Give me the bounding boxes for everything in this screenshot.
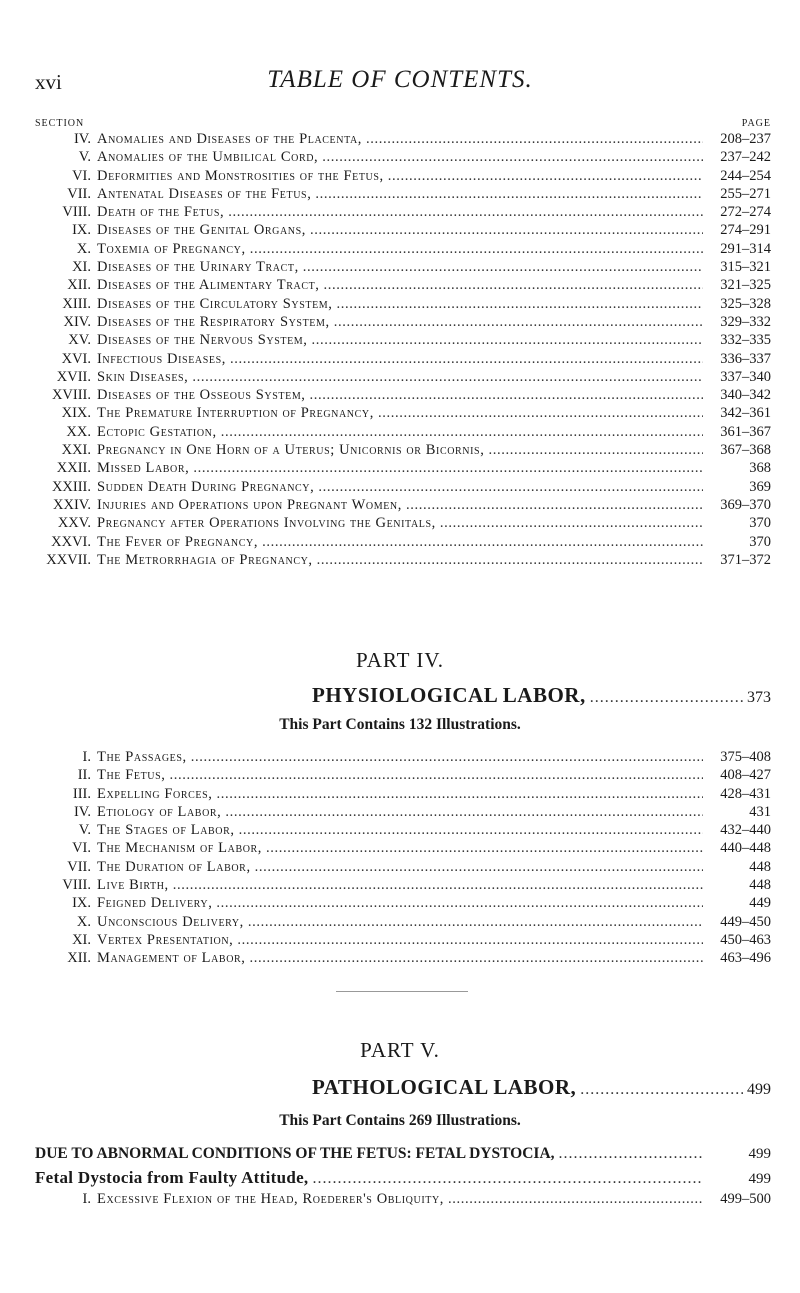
toc-entry: [25, 859, 771, 877]
section-number: XXI.: [61, 442, 91, 459]
toc-entry: [25, 149, 771, 167]
section-title: Antenatal Diseases of the Fetus,: [97, 185, 312, 202]
toc-entry: [25, 168, 771, 186]
part5-title: PATHOLOGICAL LABOR,: [312, 1075, 577, 1099]
running-title: TABLE OF CONTENTS.: [267, 66, 533, 93]
section-pages: 361–367: [720, 423, 771, 440]
section-title: Feigned Delivery,: [97, 895, 213, 912]
page-column-label: PAGE: [741, 118, 771, 129]
section-pages: 371–372: [720, 551, 771, 568]
section-pages: 255–271: [720, 185, 771, 202]
section-pages: 321–325: [720, 277, 771, 294]
section-pages: 369: [749, 478, 771, 495]
leader-dots: [192, 369, 703, 386]
leader-dots: [248, 914, 703, 931]
leader-dots: [255, 859, 703, 876]
section-title: The Metrorrhagia of Pregnancy,: [97, 551, 313, 568]
section-pages: 431: [749, 803, 771, 820]
section-divider: [336, 991, 468, 992]
section-title: Diseases of the Alimentary Tract,: [97, 277, 320, 294]
part5-page: 499: [747, 1081, 771, 1098]
section-pages: 342–361: [720, 405, 771, 422]
section-pages: 448: [749, 858, 771, 875]
section-pages: 370: [749, 533, 771, 550]
part4-page: 373: [747, 689, 771, 706]
leader-dots: [250, 241, 703, 258]
section-pages: 336–337: [720, 350, 771, 367]
part4-title: PHYSIOLOGICAL LABOR,: [312, 683, 586, 707]
section-title: Excessive Flexion of the Head, Roederer's Obliquity,: [97, 1191, 444, 1207]
toc-entry: [25, 259, 771, 277]
section-title: Live Birth,: [97, 877, 169, 894]
section-pages: 340–342: [720, 387, 771, 404]
section-column-label: SECTION: [35, 118, 85, 129]
section-pages: 329–332: [720, 313, 771, 330]
section-pages: 369–370: [720, 496, 771, 513]
section-title: Infectious Diseases,: [97, 350, 227, 367]
toc-entry: [25, 442, 771, 460]
section-title: The Stages of Labor,: [97, 822, 235, 839]
leader-dots: [237, 932, 703, 949]
leader-dots: [324, 277, 703, 294]
toc-entry: [25, 241, 771, 259]
section-title: Death of the Fetus,: [97, 204, 225, 221]
section-number: VIII.: [62, 877, 91, 894]
leader-dots: [225, 804, 703, 821]
leader-dots: [217, 786, 704, 803]
section-pages: 375–408: [720, 749, 771, 765]
section-title: Diseases of the Nervous System,: [97, 332, 308, 349]
toc-entry: [25, 804, 771, 822]
leader-dots: [303, 259, 703, 276]
toc-entry: [25, 932, 771, 950]
toc-entry: [25, 497, 771, 515]
section-number: XVIII.: [51, 387, 91, 404]
part4-section-list: [25, 749, 771, 969]
toc-entry: [25, 895, 771, 913]
toc-entry: [25, 1191, 771, 1209]
part5-label: PART V.: [360, 1038, 440, 1062]
part5-subheading: DUE TO ABNORMAL CONDITIONS OF THE FETUS: FETAL DYSTOCIA,: [35, 1145, 555, 1162]
toc-entry: [25, 314, 771, 332]
section-pages: 274–291: [720, 222, 771, 239]
section-title: Vertex Presentation,: [97, 931, 234, 948]
section-number: III.: [72, 785, 91, 802]
leader-dots: [406, 497, 703, 514]
leader-dots: [559, 1145, 703, 1163]
toc-entry: [25, 914, 771, 932]
section-title: Pregnancy in One Horn of a Uterus; Unicornis or Bicornis,: [97, 442, 485, 459]
section-pages: 449–450: [720, 913, 771, 930]
part4-heading: [312, 683, 771, 708]
leader-dots: [239, 822, 703, 839]
section-number: VII.: [67, 185, 91, 202]
toc-entry: [25, 351, 771, 369]
toc-entry: [25, 332, 771, 350]
section-number: XXII.: [56, 460, 91, 477]
section-title: Sudden Death During Pregnancy,: [97, 478, 315, 495]
section-number: V.: [78, 822, 91, 839]
section-title: Unconscious Delivery,: [97, 913, 244, 930]
section-pages: 428–431: [720, 785, 771, 802]
section-pages: 325–328: [720, 295, 771, 312]
section-title: Anomalies and Diseases of the Placenta,: [97, 131, 363, 147]
leader-dots: [488, 442, 703, 459]
toc-entry: [25, 424, 771, 442]
part5-chapter-row: [35, 1168, 771, 1188]
section-number: I.: [82, 749, 91, 765]
leader-dots: [337, 296, 703, 313]
section-title: Diseases of the Genital Organs,: [97, 222, 307, 239]
section-number: XI.: [72, 931, 91, 948]
section-number: VI.: [72, 840, 91, 857]
leader-dots: [310, 387, 703, 404]
leader-dots: [315, 186, 703, 203]
section-pages: 291–314: [720, 240, 771, 257]
leader-dots: [312, 332, 703, 349]
section-pages: 499–500: [720, 1191, 771, 1207]
section-title: Expelling Forces,: [97, 785, 213, 802]
leader-dots: [388, 168, 703, 185]
section-number: XII.: [67, 277, 91, 294]
section-number: IX.: [72, 895, 91, 912]
section-title: Deformities and Monstrosities of the Fetus,: [97, 167, 384, 184]
leader-dots: [250, 950, 703, 967]
toc-entry: [25, 387, 771, 405]
toc-entry: [25, 749, 771, 767]
leader-dots: [262, 534, 703, 551]
part4-label: PART IV.: [355, 648, 445, 672]
leader-dots: [170, 767, 703, 784]
section-number: XIII.: [62, 295, 91, 312]
leader-dots: [221, 424, 703, 441]
leader-dots: [448, 1191, 703, 1208]
section-pages: 408–427: [720, 767, 771, 784]
section-pages: 237–242: [720, 149, 771, 166]
section-title: The Fetus,: [97, 767, 166, 784]
section-title: Pregnancy after Operations Involving the Genitals,: [97, 515, 436, 532]
leader-dots: [317, 552, 703, 569]
section-number: XXIV.: [53, 496, 91, 513]
leader-dots: [310, 222, 703, 239]
section-title: Etiology of Labor,: [97, 803, 222, 820]
leader-dots: [322, 149, 703, 166]
section-title: The Fever of Pregnancy,: [97, 533, 259, 550]
toc-entry: [25, 222, 771, 240]
section-number: XIV.: [63, 313, 91, 330]
section-number: XI.: [72, 259, 91, 276]
section-title: The Mechanism of Labor,: [97, 840, 263, 857]
section-number: VIII.: [62, 204, 91, 221]
leader-dots: [366, 131, 703, 148]
section-number: I.: [82, 1191, 91, 1207]
leader-dots: [590, 689, 743, 707]
section-pages: 370: [749, 515, 771, 532]
section-pages: 272–274: [720, 204, 771, 221]
section-pages: 332–335: [720, 332, 771, 349]
section-title: Toxemia of Pregnancy,: [97, 240, 246, 257]
toc-entry: [25, 786, 771, 804]
leader-dots: [193, 460, 703, 477]
toc-entry: [25, 822, 771, 840]
leader-dots: [173, 877, 703, 894]
toc-entry: [25, 460, 771, 478]
section-number: XXIII.: [51, 478, 91, 495]
section-title: Injuries and Operations upon Pregnant Women,: [97, 496, 402, 513]
section-pages: 337–340: [720, 368, 771, 385]
toc-entry: [25, 950, 771, 968]
leader-dots: [580, 1081, 743, 1099]
section-number: VII.: [67, 858, 91, 875]
leader-dots: [334, 314, 703, 331]
section-pages: 244–254: [720, 167, 771, 184]
leader-dots: [266, 840, 703, 857]
section-number: IV.: [73, 131, 91, 147]
toc-entry: [25, 534, 771, 552]
section-pages: 463–496: [720, 950, 771, 967]
section-pages: 450–463: [720, 931, 771, 948]
section-title: Diseases of the Respiratory System,: [97, 313, 330, 330]
toc-entry: [25, 204, 771, 222]
toc-entry: [25, 405, 771, 423]
leader-dots: [312, 1170, 703, 1188]
part5-subheading-row: [35, 1145, 771, 1163]
toc-entry: [25, 515, 771, 533]
section-number: XIX.: [61, 405, 91, 422]
section-number: IX.: [72, 222, 91, 239]
section-title: Management of Labor,: [97, 950, 246, 967]
toc-entry: [25, 277, 771, 295]
section-number: XII.: [67, 950, 91, 967]
part5-chapter-title: Fetal Dystocia from Faulty Attitude,: [35, 1168, 309, 1187]
section-pages: 440–448: [720, 840, 771, 857]
leader-dots: [378, 405, 703, 422]
leader-dots: [230, 351, 703, 368]
section-title: Diseases of the Urinary Tract,: [97, 259, 299, 276]
leader-dots: [216, 895, 703, 912]
section-pages: 368: [749, 460, 771, 477]
leader-dots: [228, 204, 703, 221]
toc-entry: [25, 877, 771, 895]
leader-dots: [318, 479, 703, 496]
section-number: XVII.: [56, 368, 91, 385]
section-title: Anomalies of the Umbilical Cord,: [97, 149, 319, 166]
leader-dots: [191, 749, 703, 766]
section-title: The Passages,: [97, 749, 187, 765]
section-title: The Premature Interruption of Pregnancy,: [97, 405, 374, 422]
part5-subheading-page: 499: [748, 1146, 771, 1162]
toc-entry: [25, 369, 771, 387]
section-number: VI.: [72, 167, 91, 184]
section-pages: 315–321: [720, 259, 771, 276]
part4-illustrations-note: This Part Contains 132 Illustrations.: [279, 716, 521, 733]
part5-illustrations-note: This Part Contains 269 Illustrations.: [279, 1112, 521, 1129]
section-pages: 208–237: [720, 131, 771, 147]
toc-entry: [25, 767, 771, 785]
section-number: II.: [77, 767, 91, 784]
section-number: XX.: [66, 423, 91, 440]
section-number: X.: [76, 913, 91, 930]
part3-section-list: [25, 131, 771, 570]
section-pages: 432–440: [720, 822, 771, 839]
leader-dots: [440, 515, 703, 532]
section-pages: 449: [749, 895, 771, 912]
section-pages: 448: [749, 877, 771, 894]
section-number: IV.: [73, 803, 91, 820]
toc-entry: [25, 131, 771, 149]
part5-chapter-page: 499: [748, 1171, 771, 1187]
toc-entry: [25, 186, 771, 204]
section-number: XXVI.: [51, 533, 91, 550]
section-title: Skin Diseases,: [97, 368, 189, 385]
part5-section-list: [25, 1191, 771, 1209]
section-number: XXV.: [57, 515, 91, 532]
toc-entry: [25, 479, 771, 497]
section-title: The Duration of Labor,: [97, 858, 251, 875]
toc-entry: [25, 840, 771, 858]
page-folio: xvi: [35, 70, 62, 94]
section-number: XXVII.: [46, 551, 91, 568]
section-number: XVI.: [61, 350, 91, 367]
section-pages: 367–368: [720, 442, 771, 459]
section-number: XV.: [68, 332, 91, 349]
section-number: X.: [76, 240, 91, 257]
toc-entry: [25, 552, 771, 570]
section-title: Ectopic Gestation,: [97, 423, 217, 440]
toc-entry: [25, 296, 771, 314]
part5-heading: [312, 1075, 771, 1100]
section-number: V.: [78, 149, 91, 166]
section-title: Diseases of the Osseous System,: [97, 387, 306, 404]
section-title: Diseases of the Circulatory System,: [97, 295, 333, 312]
section-title: Missed Labor,: [97, 460, 190, 477]
